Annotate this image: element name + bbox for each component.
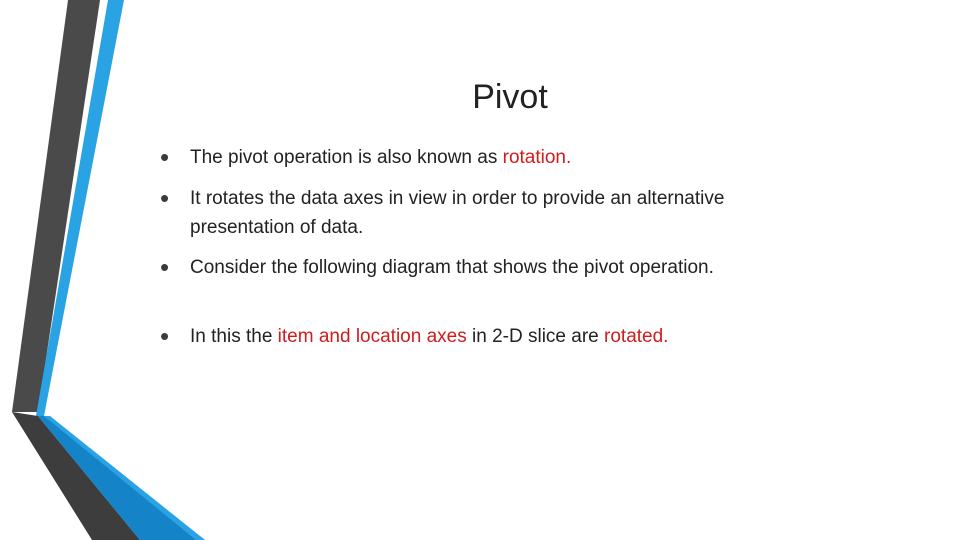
bullet-text: [190, 143, 750, 172]
text-segment: The pivot operation is also known as: [190, 147, 503, 168]
bullet-icon: •: [160, 252, 170, 282]
bullet-text: [190, 322, 750, 351]
text-segment: It rotates the data axes in view in order to provide an alternative presentation of data.: [190, 188, 725, 238]
highlight-segment: item and location axes: [277, 326, 467, 347]
bullet-text: [190, 253, 750, 282]
text-segment: in 2-D slice are: [466, 326, 605, 347]
highlight-segment: rotation.: [502, 147, 572, 168]
bullet-icon: •: [160, 321, 170, 351]
text-segment: In this the: [190, 326, 278, 347]
text-segment: Consider the following diagram that shows the pivot operation.: [190, 257, 714, 278]
bullet-icon: •: [160, 142, 170, 172]
slide-title: Pivot: [472, 78, 548, 116]
bullet-icon: •: [160, 183, 170, 213]
bullet-text: [190, 184, 750, 242]
highlight-segment: rotated.: [604, 326, 669, 347]
